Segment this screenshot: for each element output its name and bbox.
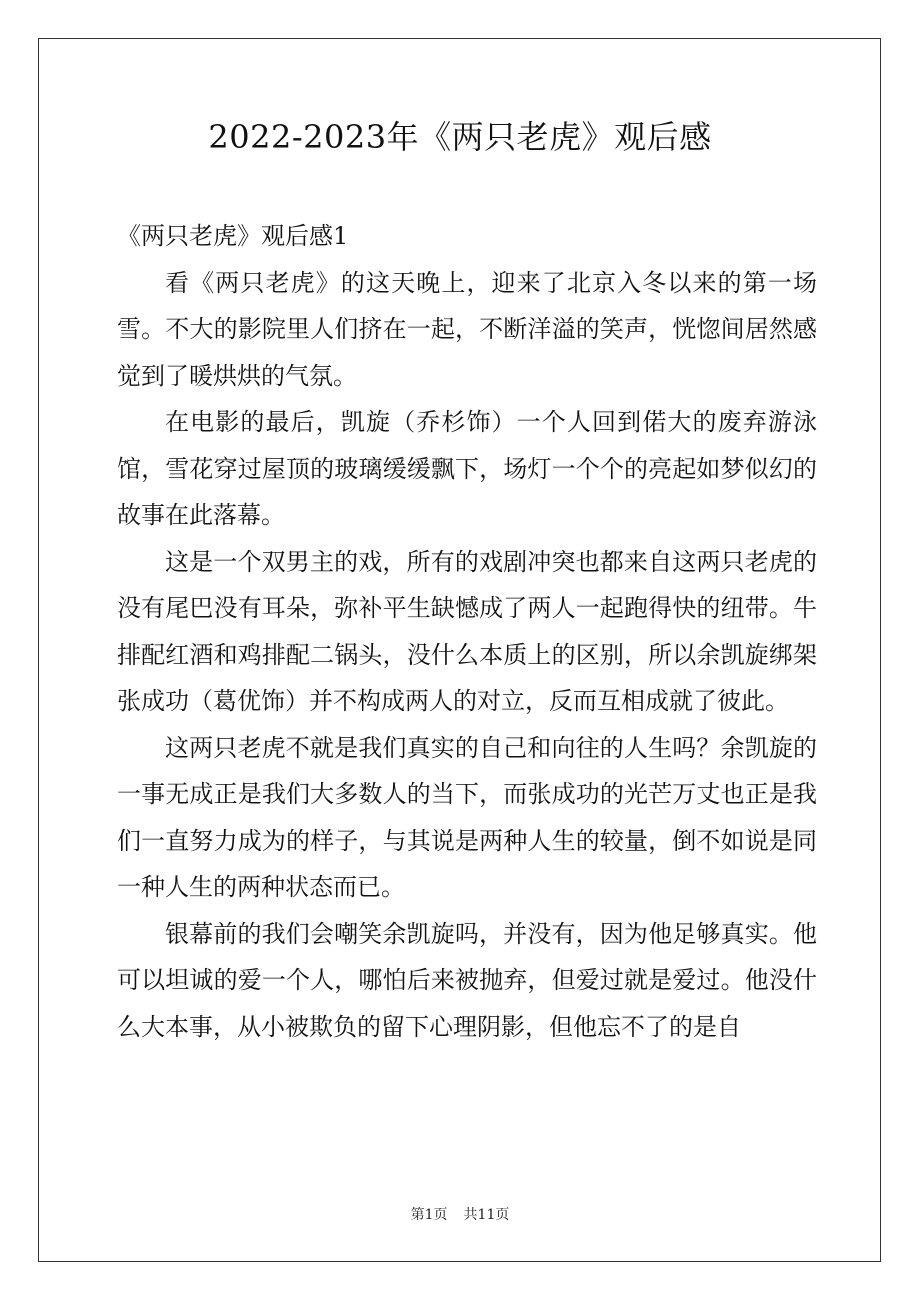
section-heading: 《两只老虎》观后感1 <box>117 222 349 250</box>
document-body <box>117 213 817 1050</box>
page-number: 第1页 <box>410 1207 448 1223</box>
paragraph-4: 这两只老虎不就是我们真实的自己和向往的人生吗？余凯旋的一事无成正是我们大多数人的当下，而张成功的光芒万丈也正是我们一直努力成为的样子，与其说是两种人生的较量，倒不如说是同一种人生的两种状态而已。 <box>117 733 817 901</box>
paragraph-3: 这是一个双男主的戏，所有的戏剧冲突也都来自这两只老虎的没有尾巴没有耳朵，弥补平生缺憾成了两人一起跑得快的纽带。牛排配红酒和鸡排配二锅头，没什么本质上的区别，所以余凯旋绑架张成功（葛优饰）并不构成两人的对立，反而互相成就了彼此。 <box>117 547 817 715</box>
paragraph-5: 银幕前的我们会嘲笑余凯旋吗，并没有，因为他足够真实。他可以坦诚的爱一个人，哪怕后来被抛弃，但爱过就是爱过。他没什么大本事，从小被欺负的留下心理阴影，但他忘不了的是自 <box>117 919 817 1041</box>
paragraph-1: 看《两只老虎》的这天晚上，迎来了北京入冬以来的第一场雪。不大的影院里人们挤在一起，不断洋溢的笑声，恍惚间居然感觉到了暖烘烘的气氛。 <box>117 268 817 390</box>
page-total: 共11页 <box>463 1207 510 1223</box>
document-title: 2022-2023年《两只老虎》观后感 <box>208 118 712 156</box>
paragraph-2: 在电影的最后，凯旋（乔杉饰）一个人回到偌大的废弃游泳馆，雪花穿过屋顶的玻璃缓缓飘下，场灯一个个的亮起如梦似幻的故事在此落幕。 <box>117 408 817 529</box>
page-footer <box>0 1205 920 1225</box>
